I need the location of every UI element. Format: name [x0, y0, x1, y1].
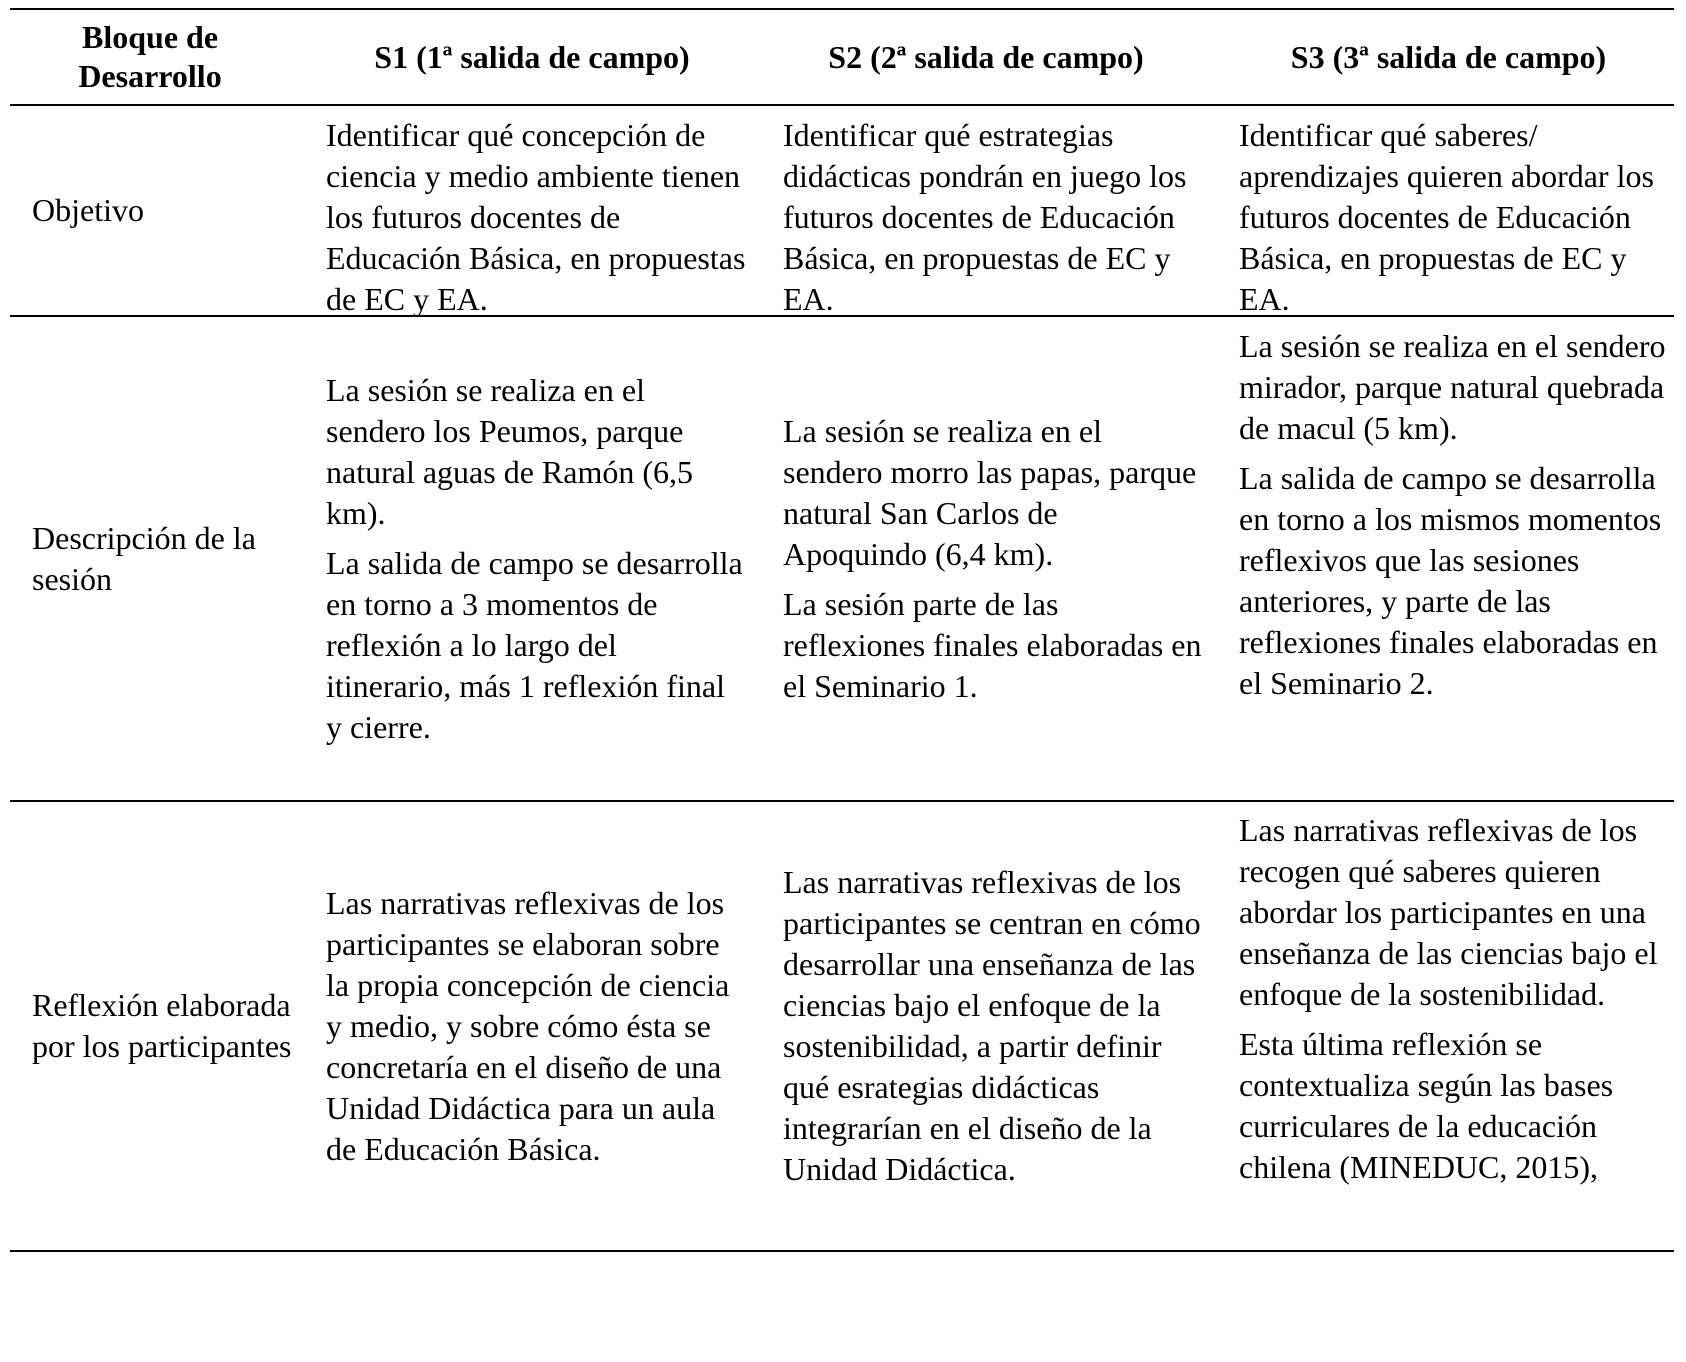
- cell-objetivo-s2: Identificar qué estrategias didácticas pondrán en juego los futuros docentes de Educación Básica, en propuestas de EC y EA.: [783, 117, 1187, 317]
- table-bottom-rule: [10, 1250, 1674, 1252]
- header-s3: S3 (3ª salida de campo): [1290, 38, 1607, 75]
- cell-descripcion-s2: La sesión se realiza en el sendero morro las papas, parque natural San Carlos de Apoquindo (6,4 km). La sesión parte de las reflexiones finales elaboradas en el Seminario 1.: [783, 412, 1202, 704]
- cell-descripcion-s1: La sesión se realiza en el sendero los Peumos, parque natural aguas de Ramón (6,5 km). La salida de campo se desarrolla en torno a 3 momentos de reflexión a lo largo del itinerario, más 1 reflexión final y cierre.: [326, 371, 743, 745]
- cell-descripcion-s3: La sesión se realiza en el sendero mirador, parque natural quebrada de macul (5 km). La salida de campo se desarrolla en torno a los mismos momentos reflexivos que las sesiones anteriores, y parte de las reflexiones finales elaboradas en el Seminario 2.: [1239, 328, 1666, 701]
- row-label-descripcion: Descripción de la sesión: [32, 519, 256, 597]
- cell-reflexion-s1: Las narrativas reflexivas de los participantes se elaboran sobre la propia concepción de ciencia y medio, y sobre cómo ésta se concretaría en el diseño de una Unidad Didáctica para un aula de Educación Básica.: [326, 884, 730, 1167]
- row-label-reflexion: Reflexión elaborada por los participantes: [32, 987, 292, 1064]
- cell-objetivo-s3: Identificar qué saberes/ aprendizajes quieren abordar los futuros docentes de Educación Básica, en propuestas de EC y EA.: [1239, 117, 1654, 317]
- table-top-rule: [10, 8, 1674, 10]
- header-bloque-de-desarrollo: Bloque de Desarrollo: [78, 19, 222, 94]
- header-s1: S1 (1ª salida de campo): [374, 38, 690, 75]
- row-label-objetivo: Objetivo: [32, 192, 144, 228]
- cell-reflexion-s2: Las narrativas reflexivas de los participantes se centran en cómo desarrollar una enseñanza de las ciencias bajo el enfoque de la sostenibilidad, a partir definir qué esrategias didácticas integrarían en el diseño de la Unidad Didáctica.: [783, 864, 1201, 1187]
- header-s2: S2 (2ª salida de campo): [828, 38, 1144, 75]
- cell-objetivo-s1: Identificar qué concepción de ciencia y medio ambiente tienen los futuros docentes de Educación Básica, en propuestas de EC y EA.: [326, 117, 746, 317]
- cell-reflexion-s3: Las narrativas reflexivas de los recogen qué saberes quieren abordar los participantes en una enseñanza de las ciencias bajo el enfoque de la sostenibilidad. Esta última reflexión se contextualiza según las bases curriculares de la educación chilena (MINEDUC, 2015),: [1239, 812, 1658, 1185]
